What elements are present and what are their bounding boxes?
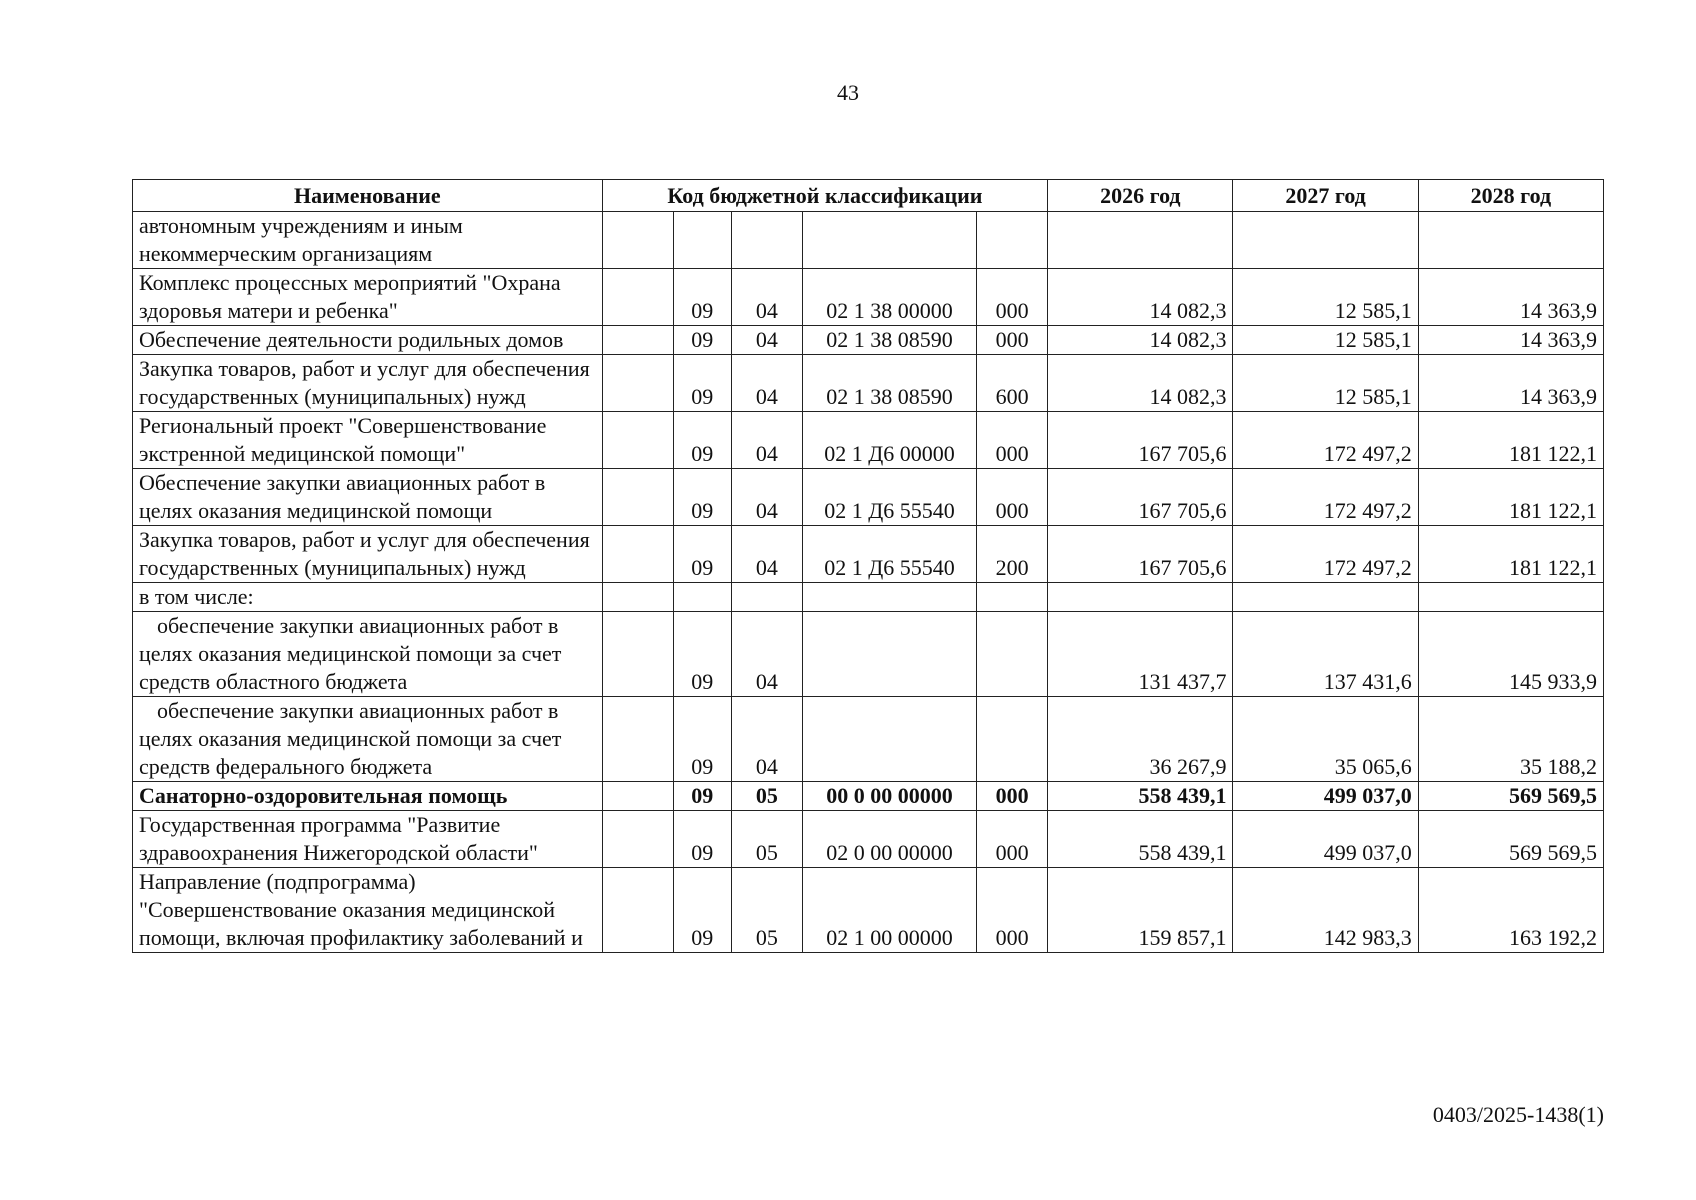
row-value-2027-cell: 12 585,1 [1233, 355, 1418, 412]
row-value-2026-cell: 131 437,7 [1048, 612, 1233, 697]
row-subsection-cell: 04 [731, 697, 802, 782]
page-number: 43 [837, 80, 859, 105]
row-target-article-cell: 02 0 00 00000 [802, 811, 976, 868]
row-expense-type-cell [977, 612, 1048, 697]
row-gr-cell [602, 868, 673, 953]
row-section-cell: 09 [673, 355, 731, 412]
row-value-2028-cell: 569 569,5 [1418, 811, 1603, 868]
row-target-article-cell [802, 612, 976, 697]
table-row [133, 469, 1604, 526]
row-target-article-cell [802, 583, 976, 612]
row-value-2027-cell: 142 983,3 [1233, 868, 1418, 953]
row-value-2027-cell: 12 585,1 [1233, 269, 1418, 326]
row-target-article-cell: 02 1 00 00000 [802, 868, 976, 953]
row-section-cell: 09 [673, 469, 731, 526]
row-gr-cell [602, 355, 673, 412]
row-value-2027-cell: 172 497,2 [1233, 526, 1418, 583]
row-name-cell: Обеспечение деятельности родильных домов [133, 326, 603, 355]
row-name-cell: Закупка товаров, работ и услуг для обеспечения государственных (муниципальных) нужд [133, 526, 603, 583]
table-body [133, 212, 1604, 953]
row-section-cell: 09 [673, 612, 731, 697]
document-code: 0403/2025-1438(1) [1432, 1102, 1604, 1127]
row-target-article-cell [802, 697, 976, 782]
row-expense-type-cell [977, 697, 1048, 782]
row-section-cell: 09 [673, 326, 731, 355]
row-expense-type-cell: 000 [977, 782, 1048, 811]
row-target-article-cell [802, 212, 976, 269]
table-row [133, 326, 1604, 355]
row-expense-type-cell: 000 [977, 811, 1048, 868]
table-row [133, 612, 1604, 697]
row-gr-cell [602, 782, 673, 811]
header-2026: 2026 год [1048, 180, 1233, 212]
row-subsection-cell: 04 [731, 412, 802, 469]
row-value-2027-cell: 35 065,6 [1233, 697, 1418, 782]
row-value-2028-cell: 569 569,5 [1418, 782, 1603, 811]
row-value-2026-cell: 558 439,1 [1048, 811, 1233, 868]
row-section-cell: 09 [673, 412, 731, 469]
row-value-2026-cell: 14 082,3 [1048, 355, 1233, 412]
row-expense-type-cell: 600 [977, 355, 1048, 412]
row-name-cell: Санаторно-оздоровительная помощь [133, 782, 603, 811]
row-value-2026-cell: 558 439,1 [1048, 782, 1233, 811]
row-section-cell: 09 [673, 868, 731, 953]
row-gr-cell [602, 469, 673, 526]
table-row [133, 782, 1604, 811]
row-name-cell: Государственная программа "Развитие здравоохранения Нижегородской области" [133, 811, 603, 868]
header-2028: 2028 год [1418, 180, 1603, 212]
row-value-2027-cell: 12 585,1 [1233, 326, 1418, 355]
row-target-article-cell: 02 1 38 08590 [802, 355, 976, 412]
row-gr-cell [602, 697, 673, 782]
table-row [133, 697, 1604, 782]
table-header-row [133, 180, 1604, 212]
row-section-cell: 09 [673, 782, 731, 811]
row-value-2026-cell: 14 082,3 [1048, 326, 1233, 355]
header-2027: 2027 год [1233, 180, 1418, 212]
row-expense-type-cell [977, 583, 1048, 612]
row-section-cell: 09 [673, 526, 731, 583]
row-target-article-cell: 02 1 38 00000 [802, 269, 976, 326]
row-value-2027-cell: 137 431,6 [1233, 612, 1418, 697]
row-expense-type-cell: 000 [977, 326, 1048, 355]
row-section-cell: 09 [673, 811, 731, 868]
budget-table [132, 179, 1604, 953]
row-section-cell: 09 [673, 269, 731, 326]
row-value-2028-cell: 14 363,9 [1418, 326, 1603, 355]
row-subsection-cell: 05 [731, 811, 802, 868]
table-row [133, 868, 1604, 953]
row-subsection-cell: 04 [731, 469, 802, 526]
row-name-cell: в том числе: [133, 583, 603, 612]
row-expense-type-cell: 200 [977, 526, 1048, 583]
row-value-2028-cell: 181 122,1 [1418, 412, 1603, 469]
row-name-cell: Региональный проект "Совершенствование экстренной медицинской помощи" [133, 412, 603, 469]
row-value-2026-cell [1048, 212, 1233, 269]
row-gr-cell [602, 526, 673, 583]
table-row [133, 811, 1604, 868]
row-value-2027-cell [1233, 212, 1418, 269]
row-subsection-cell: 04 [731, 326, 802, 355]
row-subsection-cell: 04 [731, 526, 802, 583]
row-value-2028-cell: 145 933,9 [1418, 612, 1603, 697]
row-value-2027-cell [1233, 583, 1418, 612]
row-section-cell [673, 583, 731, 612]
row-subsection-cell: 05 [731, 782, 802, 811]
table-row [133, 355, 1604, 412]
row-value-2026-cell: 167 705,6 [1048, 469, 1233, 526]
row-value-2026-cell: 159 857,1 [1048, 868, 1233, 953]
row-expense-type-cell: 000 [977, 868, 1048, 953]
row-target-article-cell: 00 0 00 00000 [802, 782, 976, 811]
header-name: Наименование [133, 180, 603, 212]
row-gr-cell [602, 811, 673, 868]
row-gr-cell [602, 412, 673, 469]
row-value-2027-cell: 172 497,2 [1233, 469, 1418, 526]
row-value-2028-cell [1418, 583, 1603, 612]
row-gr-cell [602, 326, 673, 355]
table-row [133, 526, 1604, 583]
table-row [133, 412, 1604, 469]
row-gr-cell [602, 583, 673, 612]
row-subsection-cell: 05 [731, 868, 802, 953]
row-gr-cell [602, 269, 673, 326]
row-target-article-cell: 02 1 Д6 00000 [802, 412, 976, 469]
row-name-cell: обеспечение закупки авиационных работ в целях оказания медицинской помощи за счет средств федерального бюджета [133, 697, 603, 782]
row-expense-type-cell: 000 [977, 469, 1048, 526]
row-target-article-cell: 02 1 38 08590 [802, 326, 976, 355]
row-value-2028-cell: 14 363,9 [1418, 355, 1603, 412]
table-row [133, 583, 1604, 612]
row-gr-cell [602, 612, 673, 697]
row-expense-type-cell [977, 212, 1048, 269]
row-name-cell: автономным учреждениям и иным некоммерческим организациям [133, 212, 603, 269]
row-value-2027-cell: 499 037,0 [1233, 782, 1418, 811]
row-name-cell: Направление (подпрограмма) "Совершенствование оказания медицинской помощи, включая профилактику заболеваний и [133, 868, 603, 953]
row-value-2028-cell [1418, 212, 1603, 269]
row-target-article-cell: 02 1 Д6 55540 [802, 526, 976, 583]
row-section-cell [673, 212, 731, 269]
header-code: Код бюджетной классификации [602, 180, 1048, 212]
row-value-2028-cell: 181 122,1 [1418, 469, 1603, 526]
row-value-2027-cell: 499 037,0 [1233, 811, 1418, 868]
row-name-cell: Комплекс процессных мероприятий "Охрана здоровья матери и ребенка" [133, 269, 603, 326]
row-subsection-cell: 04 [731, 269, 802, 326]
row-expense-type-cell: 000 [977, 412, 1048, 469]
row-gr-cell [602, 212, 673, 269]
row-name-cell: Закупка товаров, работ и услуг для обеспечения государственных (муниципальных) нужд [133, 355, 603, 412]
table-row [133, 269, 1604, 326]
row-value-2028-cell: 181 122,1 [1418, 526, 1603, 583]
row-subsection-cell: 04 [731, 612, 802, 697]
row-value-2026-cell: 167 705,6 [1048, 412, 1233, 469]
row-value-2026-cell: 36 267,9 [1048, 697, 1233, 782]
row-value-2027-cell: 172 497,2 [1233, 412, 1418, 469]
row-value-2026-cell: 14 082,3 [1048, 269, 1233, 326]
row-expense-type-cell: 000 [977, 269, 1048, 326]
row-subsection-cell: 04 [731, 355, 802, 412]
row-subsection-cell [731, 212, 802, 269]
row-value-2026-cell: 167 705,6 [1048, 526, 1233, 583]
table-row [133, 212, 1604, 269]
row-subsection-cell [731, 583, 802, 612]
row-value-2028-cell: 163 192,2 [1418, 868, 1603, 953]
row-name-cell: Обеспечение закупки авиационных работ в целях оказания медицинской помощи [133, 469, 603, 526]
row-value-2028-cell: 14 363,9 [1418, 269, 1603, 326]
row-target-article-cell: 02 1 Д6 55540 [802, 469, 976, 526]
row-value-2026-cell [1048, 583, 1233, 612]
row-section-cell: 09 [673, 697, 731, 782]
row-name-cell: обеспечение закупки авиационных работ в целях оказания медицинской помощи за счет средств областного бюджета [133, 612, 603, 697]
row-value-2028-cell: 35 188,2 [1418, 697, 1603, 782]
